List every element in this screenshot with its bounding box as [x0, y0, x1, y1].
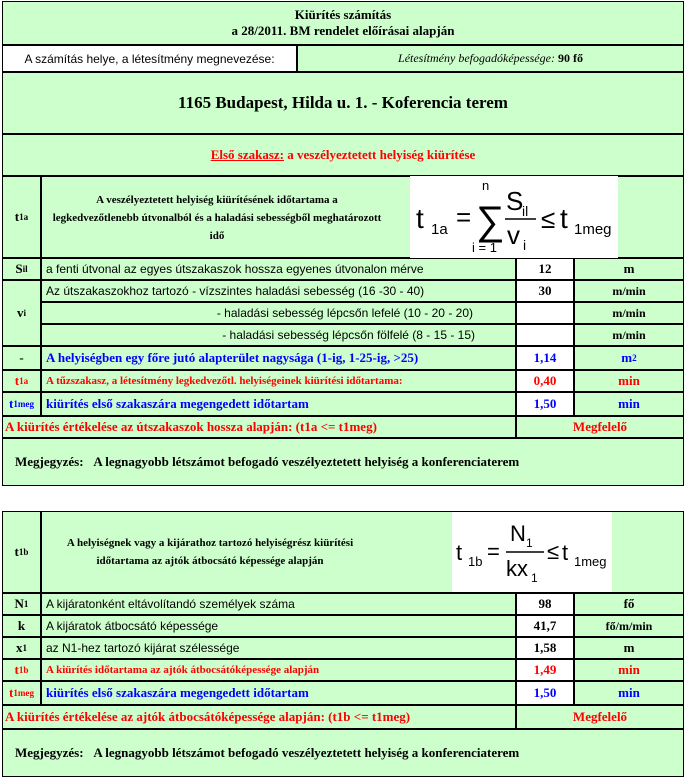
f1-rhs: t — [560, 203, 568, 234]
f2-den: kx — [506, 556, 528, 581]
symbol-t1a: t 1a — [2, 176, 41, 258]
f2-leq: ≤ — [547, 539, 560, 564]
n1-value[interactable]: 98 — [516, 593, 574, 615]
f2-lhs-sub: 1b — [468, 554, 483, 569]
document-title-block — [2, 1, 684, 45]
formula-t1b-svg — [452, 512, 612, 592]
location-label: A számítás helye, a létesítmény megnevezése: — [2, 45, 297, 72]
note1-text: A legnagyobb létszámot befogadó veszélyeztetett helyiség a konferenciaterem — [93, 454, 520, 469]
k-unit: fő/m/min — [574, 615, 684, 637]
x1-unit: m — [574, 637, 684, 659]
t1a-result-label: A tűzszakasz, a létesítmény legkedvezőtl. helyiségeinek kiürítési időtartama: — [41, 370, 516, 392]
x1-value[interactable]: 1,58 — [516, 637, 574, 659]
note1-label: Megjegyzés: — [15, 454, 84, 469]
t1b-result-unit: min — [574, 659, 684, 681]
formula-t1a-svg — [410, 176, 618, 258]
t1meg-label: kiürítés első szakaszára megengedett időtartam — [41, 392, 516, 416]
capacity-cell — [297, 45, 684, 72]
t1a-result-value: 0,40 — [516, 370, 574, 392]
f1-den-sub: i — [523, 237, 527, 253]
f2-rhs-sub: 1meg — [574, 554, 607, 569]
vi-label-horizontal: Az útszakaszokhoz tartozó - vízszintes haladási sebesség (16 -30 - 40) — [41, 280, 516, 302]
f2-num-sub: 1 — [526, 536, 533, 550]
t1b-description: A helyiségnek vagy a kijárathoz tartozó helyiségrész kiürítési időtartama az ajtók átbocsátó képessége alapján — [66, 537, 354, 567]
area-unit: m 2 — [574, 346, 684, 370]
area-value: 1,14 — [516, 346, 574, 370]
vi-unit-down: m/min — [574, 302, 684, 324]
note2-text: A legnagyobb létszámot befogadó veszélyeztetett helyiség a konferenciaterem — [93, 745, 520, 760]
n1-label: A kijáratonként eltávolítandó személyek száma — [41, 593, 516, 615]
f1-sigma: ∑ — [476, 199, 505, 243]
k-value[interactable]: 41,7 — [516, 615, 574, 637]
vi-unit-up: m/min — [574, 324, 684, 346]
vi-value-horizontal[interactable]: 30 — [516, 280, 574, 302]
symbol-vi: v i — [2, 280, 41, 346]
f2-equals: = — [487, 539, 500, 564]
t1meg-unit: min — [574, 392, 684, 416]
t1a-result-unit: min — [574, 370, 684, 392]
section1-title — [2, 134, 684, 176]
evaluation2-label: A kiürítés értékelése az ajtók átbocsátóképessége alapján: (t1b <= t1meg) — [2, 705, 516, 729]
f1-num: S — [506, 186, 524, 216]
address-title: 1165 Budapest, Hilda u. 1. - Koferencia terem — [2, 72, 684, 134]
symbol-n1: N 1 — [2, 593, 41, 615]
symbol-sil: S il — [2, 258, 41, 280]
vi-unit-horizontal: m/min — [574, 280, 684, 302]
symbol-t1b-result: t 1b — [2, 659, 41, 681]
symbol-dash: - — [2, 346, 41, 370]
t1meg-value: 1,50 — [516, 392, 574, 416]
formula-t1a — [410, 176, 618, 258]
f1-sum-bottom: i = 1 — [472, 240, 497, 255]
vi-value-down[interactable] — [516, 302, 574, 324]
f2-num: N — [510, 521, 526, 546]
f1-num-sub: il — [522, 203, 529, 219]
k-label: A kijáratok átbocsátó képessége — [41, 615, 516, 637]
f1-lhs-sub: 1a — [431, 221, 448, 238]
t1meg-2-label: kiürítés első szakaszára megengedett időtartam — [41, 681, 516, 705]
evaluation2-result: Megfelelő — [516, 705, 684, 729]
f1-rhs-sub: 1meg — [574, 221, 612, 238]
f1-lhs: t — [416, 203, 424, 234]
f2-den-sub: 1 — [531, 571, 538, 585]
area-label: A helyiségben egy főre jutó alapterület nagysága (1-ig, 1-25-ig, >25) — [41, 346, 516, 370]
symbol-t1b: t 1b — [2, 511, 41, 593]
n1-unit: fő — [574, 593, 684, 615]
t1a-description: A veszélyeztetett helyiség kiürítésének időtartama a legkedvezőtlenebb útvonalból és a haladási sebességből meghatározott idő — [52, 194, 382, 242]
symbol-k: k — [2, 615, 41, 637]
f2-lhs: t — [456, 540, 463, 565]
vi-value-up[interactable] — [516, 324, 574, 346]
sil-unit: m — [574, 258, 684, 280]
document-subtitle: a 28/2011. BM rendelet előírásai alapján — [231, 23, 455, 38]
symbol-t1meg-2: t 1meg — [2, 681, 41, 705]
section1-title-rest: a veszélyeztetett helyiség kiürítése — [284, 147, 476, 162]
f2-rhs: t — [562, 540, 569, 565]
note2 — [2, 729, 684, 777]
sil-label: a fenti útvonal az egyes útszakaszok hossza egyenes útvonalon mérve — [41, 258, 516, 280]
f1-den: v — [507, 220, 520, 250]
vi-label-up: - haladási sebesség lépcsőn fölfelé (8 - 15 - 15) — [41, 324, 516, 346]
evaluation1-label: A kiürítés értékelése az útszakaszok hossza alapján: (t1a <= t1meg) — [2, 416, 516, 438]
note2-label: Megjegyzés: — [15, 745, 84, 760]
vi-label-down: - haladási sebesség lépcsőn lefelé (10 - 20 - 20) — [41, 302, 516, 324]
f1-leq: ≤ — [541, 204, 556, 234]
symbol-t1a-result: t 1a — [2, 370, 41, 392]
evaluation1-result: Megfelelő — [516, 416, 684, 438]
f1-sum-top: n — [482, 178, 490, 193]
t1meg-2-unit: min — [574, 681, 684, 705]
t1b-result-value: 1,49 — [516, 659, 574, 681]
t1b-result-label: A kiürítés időtartama az ajtók átbocsátóképessége alapján — [41, 659, 516, 681]
symbol-x1: x 1 — [2, 637, 41, 659]
t1meg-2-value: 1,50 — [516, 681, 574, 705]
capacity-value: 90 fő — [557, 51, 583, 65]
symbol-t1meg: t 1meg — [2, 392, 41, 416]
sil-value[interactable]: 12 — [516, 258, 574, 280]
document-title: Kiürítés számítás — [294, 7, 392, 22]
section1-title-underlined: Első szakasz: — [210, 147, 284, 162]
capacity-label: Létesítmény befogadóképessége: — [398, 51, 555, 65]
f1-equals: = — [456, 202, 472, 232]
formula-t1b — [452, 512, 612, 592]
x1-label: az N1-hez tartozó kijárat szélessége — [41, 637, 516, 659]
note1 — [2, 438, 684, 486]
